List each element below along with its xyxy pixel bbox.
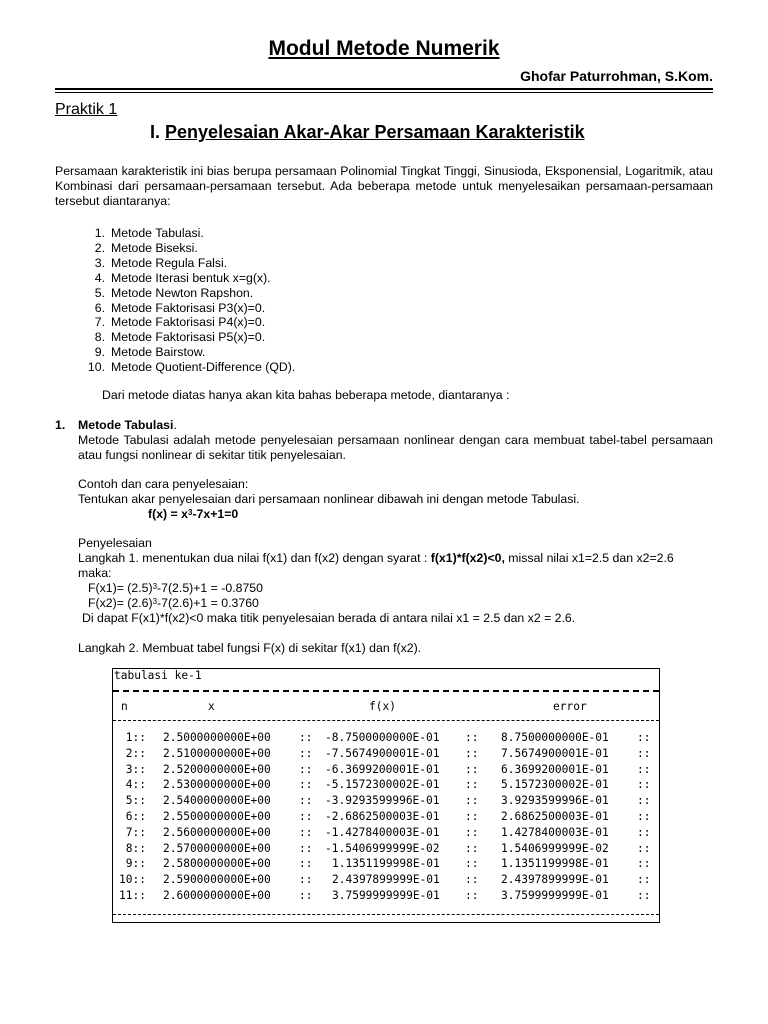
method-item (82, 315, 295, 330)
column-separator: :: (465, 873, 479, 887)
cell-n: 4:: (125, 778, 146, 792)
equation: $f(x) = x^3-7x+1=0$ (148, 507, 239, 521)
cell-err: 7.5674900001E-01 (501, 746, 609, 760)
cell-fx: -5.1572300002E-01 (325, 778, 440, 792)
method-item (82, 226, 295, 241)
cell-fx: -3.9293599996E-01 (325, 794, 440, 808)
column-separator: :: (299, 873, 313, 887)
cell-fx: 1.1351199998E-01 (332, 857, 440, 871)
cell-x: 2.5300000000E+00 (163, 778, 271, 792)
method-number: 4. (94, 270, 105, 285)
method-number: 5. (94, 285, 105, 300)
column-separator: :: (465, 841, 479, 855)
cell-err: 6.3699200001E-01 (501, 762, 609, 776)
method-number: 10. (87, 360, 105, 375)
cell-n: 6:: (125, 810, 146, 823)
column-separator: :: (465, 825, 479, 839)
cell-fx: -8.7500000000E-01 (325, 731, 440, 744)
method-item (82, 286, 295, 301)
column-separator: :: (465, 746, 479, 760)
cell-x: 2.5600000000E+00 (163, 825, 271, 839)
column-separator: :: (299, 810, 313, 823)
fx2-calc: $F(x2)= (2.6)^3-7(2.6)+1 = 0.3760$ (88, 596, 259, 610)
column-separator: :: (637, 746, 651, 760)
column-separator: :: (637, 889, 651, 902)
cell-fx: -7.5674900001E-01 (325, 746, 440, 760)
column-separator: :: (299, 841, 313, 855)
cell-fx: -1.4278400003E-01 (325, 825, 440, 839)
tabulation-output (112, 668, 660, 923)
header-fx: f(x) (369, 700, 396, 713)
cell-fx: -1.5406999999E-02 (325, 841, 440, 855)
cell-fx: -6.3699200001E-01 (325, 762, 440, 776)
cell-err: 8.7500000000E-01 (501, 731, 609, 744)
header-rule-thin (55, 92, 713, 93)
practice-label: Praktik 1 (55, 101, 118, 118)
column-separator: :: (299, 731, 313, 744)
column-separator: :: (637, 731, 651, 744)
document-title: Modul Metode Numerik (268, 37, 500, 60)
method-item (82, 345, 295, 360)
tabulasi-number: 1. (55, 418, 66, 432)
cell-n: 8:: (125, 841, 146, 855)
cell-fx: 3.7599999999E-01 (332, 889, 440, 902)
column-separator: :: (465, 889, 479, 902)
cell-n: 10:: (119, 873, 146, 887)
method-item (82, 241, 295, 256)
cell-x: 2.5500000000E+00 (163, 810, 271, 823)
column-separator: :: (637, 762, 651, 776)
cell-err: 1.5406999999E-02 (501, 841, 609, 855)
table-top-divider (113, 690, 659, 692)
conclusion: Di dapat F(x1)*f(x2)<0 maka titik penyelesaian berada di antara nilai x1 = 2.5 dan x2 = 2.6. (82, 611, 576, 625)
cell-err: 1.1351199998E-01 (501, 857, 609, 871)
method-item (82, 301, 295, 316)
cell-err: 2.4397899999E-01 (501, 873, 609, 887)
column-separator: :: (637, 794, 651, 808)
method-number: 6. (94, 300, 105, 315)
method-label: Metode Bairstow. (111, 345, 206, 360)
column-separator: :: (299, 857, 313, 871)
cell-x: 2.5800000000E+00 (163, 857, 271, 871)
method-label: Metode Faktorisasi P3(x)=0. (111, 300, 266, 315)
fx1-calc: $F(x1)= (2.5)^3-7(2.5)+1 = -0.8750$ (88, 581, 263, 595)
column-separator: :: (465, 762, 479, 776)
column-separator: :: (465, 810, 479, 823)
step-1-continued: maka: (78, 566, 112, 580)
cell-err: 5.1572300002E-01 (501, 778, 609, 792)
cell-err: 2.6862500003E-01 (501, 810, 609, 823)
cell-n: 9:: (125, 857, 146, 871)
cell-n: 3:: (125, 762, 146, 776)
method-number: 8. (94, 330, 105, 345)
table-caption: tabulasi ke-1 (114, 669, 202, 682)
cell-n: 11:: (119, 889, 146, 902)
method-number: 7. (94, 315, 105, 330)
method-label: Metode Iterasi bentuk x=g(x). (111, 270, 271, 285)
cell-x: 2.5700000000E+00 (163, 841, 271, 855)
cell-x: 2.5900000000E+00 (163, 873, 271, 887)
column-separator: :: (637, 857, 651, 871)
column-separator: :: (637, 841, 651, 855)
cell-x: 2.6000000000E+00 (163, 889, 271, 902)
cell-err: 3.7599999999E-01 (501, 889, 609, 902)
column-separator: :: (637, 825, 651, 839)
methods-note: Dari metode diatas hanya akan kita bahas beberapa metode, diantaranya : (102, 388, 510, 402)
method-list (82, 226, 295, 375)
table-header-divider (113, 720, 659, 721)
column-separator: :: (299, 778, 313, 792)
intro-paragraph: Persamaan karakteristik ini bias berupa persamaan Polinomial Tingkat Tinggi, Sinusioda, Eksponensial, Logaritmik, atau Kombinasi dari persamaan-persamaan tersebut. Ada beberapa metode untuk menyelesaikan persamaan-persamaan tersebut diantaranya: (55, 164, 713, 208)
header-rule-thick (55, 88, 713, 90)
tabulasi-heading: Metode Tabulasi. (78, 418, 177, 432)
section-title: Penyelesaian Akar-Akar Persamaan Karakteristik (165, 122, 585, 142)
column-separator: :: (637, 778, 651, 792)
column-separator: :: (299, 825, 313, 839)
cell-fx: -2.6862500003E-01 (325, 810, 440, 823)
column-separator: :: (465, 778, 479, 792)
cell-x: 2.5000000000E+00 (163, 731, 271, 744)
cell-x: 2.5100000000E+00 (163, 746, 271, 760)
method-label: Metode Quotient-Difference (QD). (111, 360, 296, 375)
method-number: 1. (94, 226, 105, 240)
column-separator: :: (299, 794, 313, 808)
author-name: Ghofar Paturrohman, S.Kom. (520, 68, 713, 84)
cell-x: 2.5400000000E+00 (163, 794, 271, 808)
method-item (82, 256, 295, 271)
section-heading (150, 122, 585, 143)
cell-err: 3.9293599996E-01 (501, 794, 609, 808)
cell-n: 5:: (125, 794, 146, 808)
header-x: x (208, 700, 215, 713)
column-separator: :: (637, 873, 651, 887)
cell-n: 7:: (125, 825, 146, 839)
column-separator: :: (637, 810, 651, 823)
column-separator: :: (465, 857, 479, 871)
method-number: 9. (94, 345, 105, 360)
cell-n: 2:: (125, 746, 146, 760)
method-item (82, 360, 295, 375)
column-separator: :: (465, 794, 479, 808)
table-bottom-divider (113, 914, 659, 915)
column-separator: :: (299, 762, 313, 776)
cell-err: 1.4278400003E-01 (501, 825, 609, 839)
header-error: error (553, 700, 587, 713)
column-separator: :: (299, 889, 313, 902)
step-1: Langkah 1. menentukan dua nilai f(x1) dan f(x2) dengan syarat : f(x1)*f(x2)<0, missal nilai x1=2.5 dan x2=2.6 (78, 551, 674, 565)
solution-label: Penyelesaian (78, 536, 152, 550)
section-number: I. (150, 122, 161, 142)
method-number: 2. (94, 240, 105, 255)
tabulasi-description: Metode Tabulasi adalah metode penyelesaian persamaan nonlinear dengan cara membuat tabel-tabel persamaan atau fungsi nonlinear di sekitar titik penyelesaian. (78, 433, 713, 462)
example-task: Tentukan akar penyelesaian dari persamaan nonlinear dibawah ini dengan metode Tabulasi. (78, 492, 580, 506)
method-item (82, 271, 295, 286)
method-number: 3. (94, 255, 105, 270)
cell-x: 2.5200000000E+00 (163, 762, 271, 776)
header-n: n (121, 700, 128, 713)
method-label: Metode Regula Falsi. (111, 255, 228, 270)
method-label: Metode Biseksi. (111, 240, 198, 255)
method-label: Metode Tabulasi. (111, 226, 204, 240)
cell-n: 1:: (125, 731, 146, 744)
column-separator: :: (465, 731, 479, 744)
cell-fx: 2.4397899999E-01 (332, 873, 440, 887)
method-item (82, 330, 295, 345)
method-label: Metode Faktorisasi P5(x)=0. (111, 330, 266, 345)
column-separator: :: (299, 746, 313, 760)
step-2: Langkah 2. Membuat tabel fungsi F(x) di sekitar f(x1) dan f(x2). (78, 641, 422, 655)
method-label: Metode Newton Rapshon. (111, 285, 254, 300)
method-label: Metode Faktorisasi P4(x)=0. (111, 315, 266, 330)
example-title: Contoh dan cara penyelesaian: (78, 477, 249, 491)
